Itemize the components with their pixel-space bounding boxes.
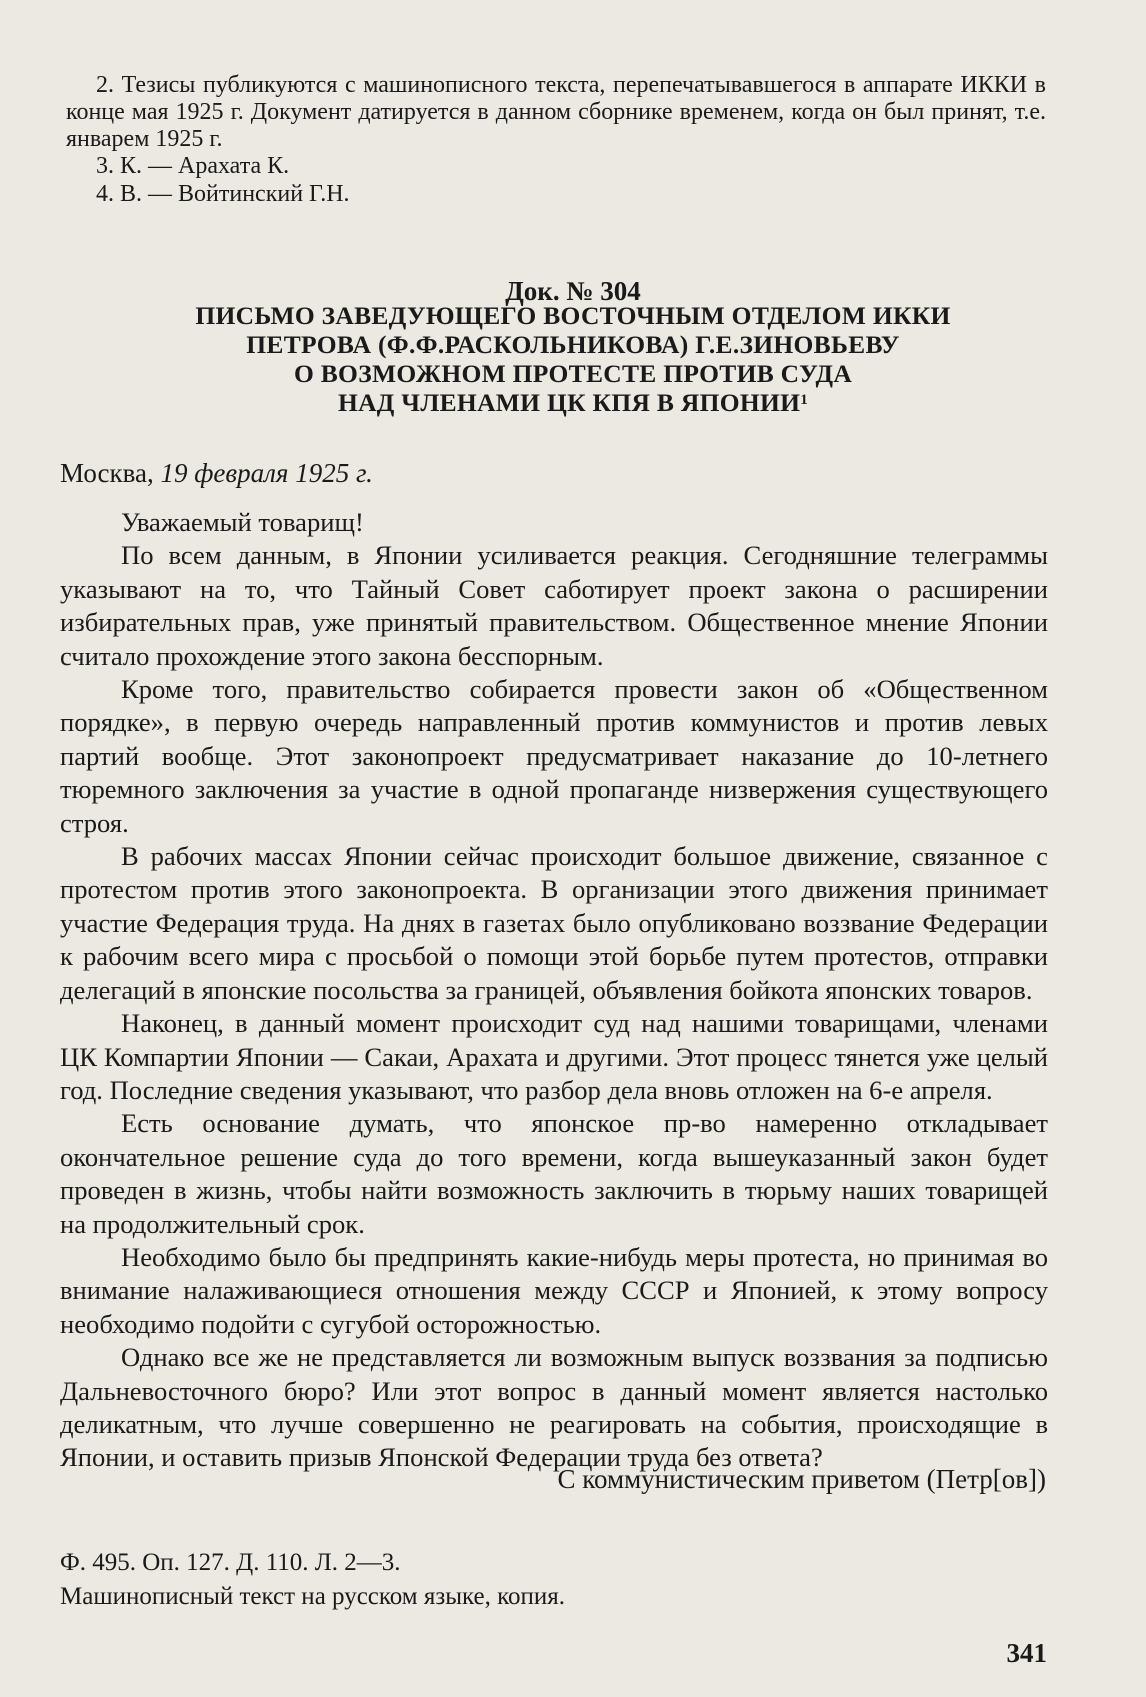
footnote-text: 2. Тезисы публикуются с машинописного текста, перепечатывавшегося в аппарате ИККИ в конце мая 1925 г. Документ датируется в данном сборнике временем, когда он был принят, т.е. январем 1925 г.: [66, 72, 1046, 152]
title-line: О ВОЗМОЖНОМ ПРОТЕСТЕ ПРОТИВ СУДА: [293, 359, 853, 388]
salutation: Уважаемый товарищ!: [121, 507, 364, 537]
title-line: ПЕТРОВА (Ф.Ф.РАСКОЛЬНИКОВА) Г.Е.ЗИНОВЬЕВУ: [246, 330, 900, 359]
title-line: [0, 388, 1146, 417]
paragraph: В рабочих массах Японии сейчас происходит большое движение, связанное с протестом против этого законопроекта. В организации этого движения принимает участие Федерация труда. На днях в газетах было опубликовано воззвание Федерации к рабочим всего мира с просьбой о помощи этой борьбе путем протестов, отправки делегаций в японские посольства за границей, объявления бойкота японских товаров.: [60, 841, 1048, 1005]
paragraph: По всем данным, в Японии усиливается реакция. Сегодняшние телеграммы указывают на то, что Тайный Совет саботирует проект закона о расширении избирательных прав, уже принятый правительством. Общественное мнение Японии считало прохождение этого закона бесспорным.: [60, 540, 1048, 671]
title-line: ПИСЬМО ЗАВЕДУЮЩЕГО ВОСТОЧНЫМ ОТДЕЛОМ ИККИ: [195, 301, 951, 330]
title-line-text: НАД ЧЛЕНАМИ ЦК КПЯ В ЯПОНИИ: [337, 388, 801, 417]
page-number: 341: [1006, 1638, 1047, 1668]
source-note: [60, 1546, 565, 1614]
archive-reference: Ф. 495. Оп. 127. Д. 110. Л. 2—3.: [60, 1549, 401, 1576]
dateline: [60, 458, 373, 489]
date: 19 февраля 1925 г.: [160, 458, 373, 488]
signature: С коммунистическим приветом (Петр[ов]): [557, 1464, 1046, 1494]
letter-body: [60, 506, 1048, 1475]
footnote-3: [66, 153, 1046, 180]
footnote-marker: 1: [800, 392, 809, 408]
footnote-2: [66, 72, 1046, 153]
footnote-4: [66, 181, 1046, 208]
place: Москва,: [60, 458, 154, 488]
footnote-text: 3. К. — Арахата К.: [96, 153, 290, 179]
document-title: [0, 301, 1146, 417]
source-description: Машинописный текст на русском языке, копия.: [60, 1583, 566, 1610]
paragraph: Есть основание думать, что японское пр-во намеренно откладывает окончательное решение суда до того времени, когда вышеуказанный закон будет проведен в жизнь, чтобы найти возможность заключить в тюрьму наших товарищей на продолжительный срок.: [60, 1108, 1048, 1239]
paragraph: Наконец, в данный момент происходит суд над нашими товарищами, членами ЦК Компартии Японии — Сакаи, Арахата и другими. Этот процесс тянется уже целый год. Последние сведения указывают, что разбор дела вновь отложен на 6-е апреля.: [60, 1008, 1048, 1105]
paragraph: Необходимо было бы предпринять какие-нибудь меры протеста, но принимая во внимание налаживающиеся отношения между СССР и Японией, к этому вопросу необходимо подойти с сугубой осторожностью.: [60, 1241, 1048, 1339]
footnote-text: 4. В. — Войтинский Г.Н.: [96, 181, 350, 207]
paragraph: Однако все же не представляется ли возможным выпуск воззвания за подписью Дальневосточного бюро? Или этот вопрос в данный момент является настолько деликатным, что лучше совершенно не реагировать на события, происходящие в Японии, и оставить призыв Японской Федерации труда без ответа?: [60, 1342, 1048, 1473]
paragraph: Кроме того, правительство собирается провести закон об «Общественном порядке», в первую очередь направленный против коммунистов и против левых партий вообще. Этот законопроект предусматривает наказание до 10-летнего тюремного заключения за участие в одной пропаганде низвержения существующего строя.: [60, 674, 1048, 838]
document-number: Док. № 304: [505, 276, 641, 306]
